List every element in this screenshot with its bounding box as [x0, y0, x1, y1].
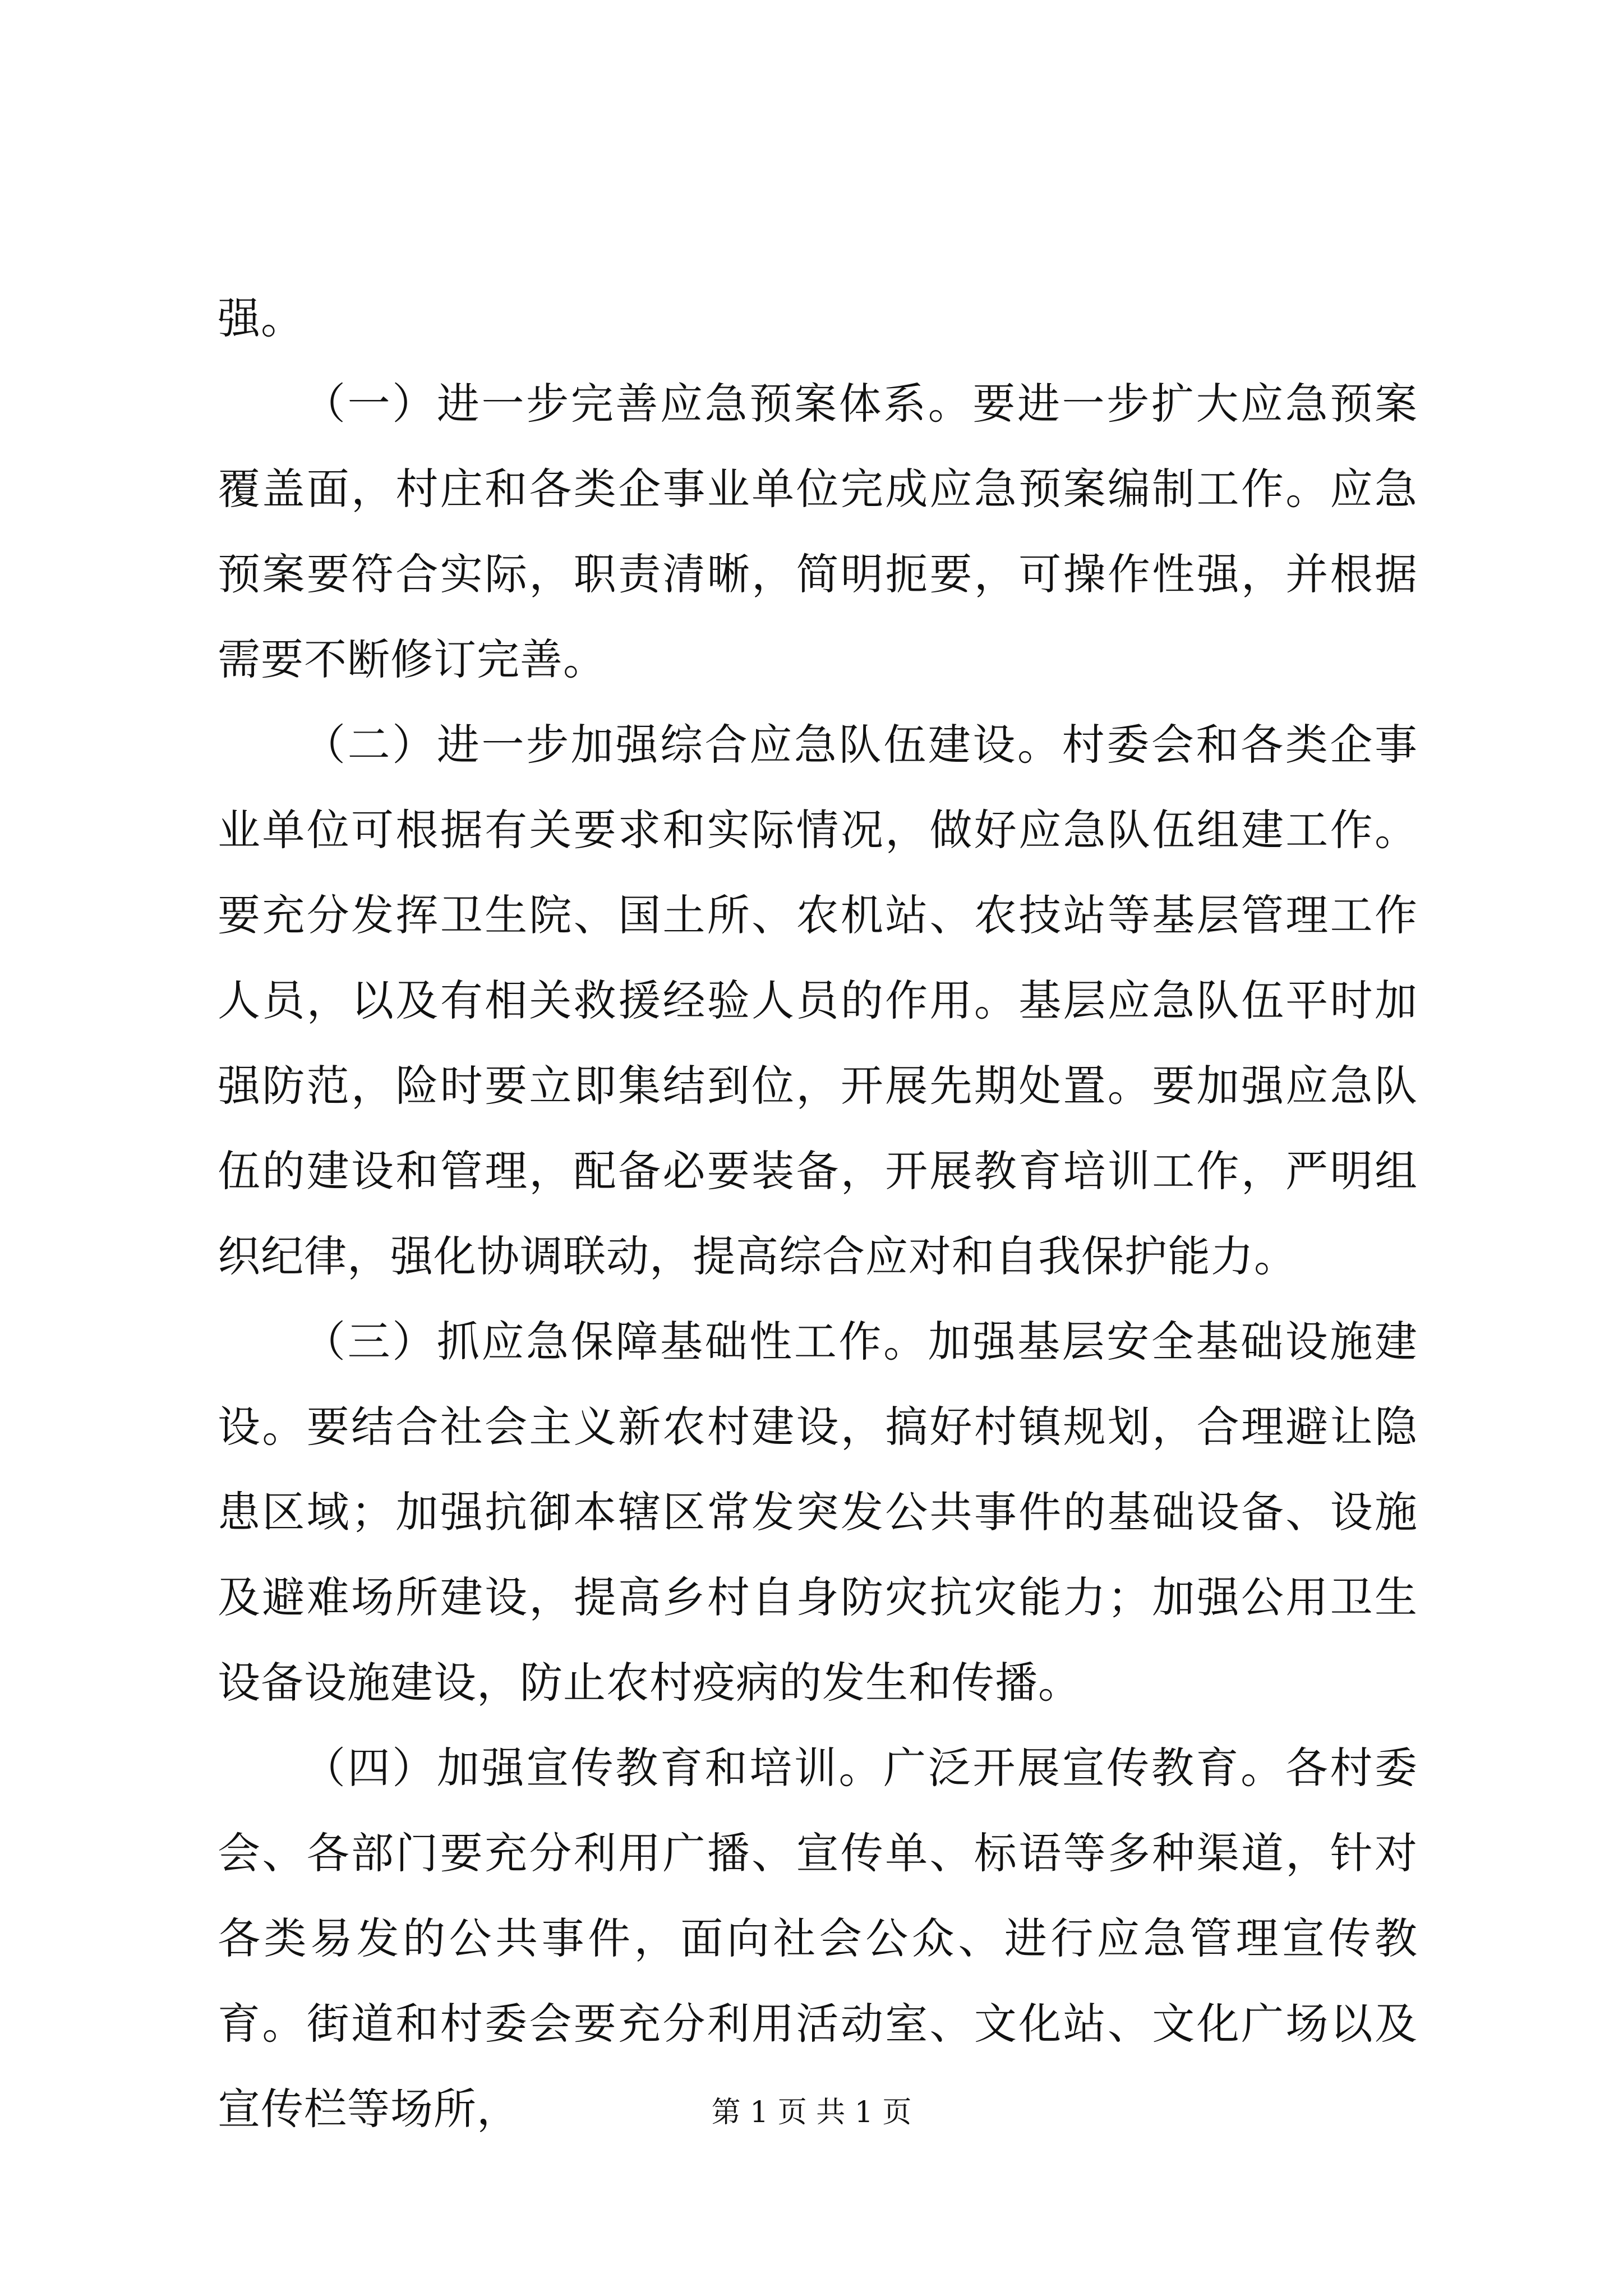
paragraph-emergency-support: （三）抓应急保障基础性工作。加强基层安全基础设施建设。要结合社会主义新农村建设，搞好村镇规划，合理避让隐患区域；加强抗御本辖区常发突发公共事件的基础设备、设施及避难场所建设，提高乡村自身防灾抗灾能力；加强公用卫生设备设施建设，防止农村疫病的发生和传播。 — [218, 1317, 1418, 1708]
page-footer: 第 1 页 共 1 页 — [711, 2096, 912, 2129]
paragraph-publicity-training: （四）加强宣传教育和培训。广泛开展宣传教育。各村委会、各部门要充分利用广播、宣传单、标语等多种渠道，针对各类易发的公共事件，面向社会公众、进行应急管理宣传教育。街道和村委会要充分利用活动室、文化站、文化广场以及宣传栏等场所， — [218, 1743, 1418, 2134]
paragraph-continuation: 强。 — [218, 293, 304, 343]
document-body — [218, 276, 1418, 2152]
paragraph-emergency-plan: （一）进一步完善应急预案体系。要进一步扩大应急预案覆盖面，村庄和各类企事业单位完成应急预案编制工作。应急预案要符合实际，职责清晰，简明扼要，可操作性强，并根据需要不断修订完善。 — [218, 379, 1418, 684]
paragraph-emergency-team: （二）进一步加强综合应急队伍建设。村委会和各类企事业单位可根据有关要求和实际情况，做好应急队伍组建工作。要充分发挥卫生院、国土所、农机站、农技站等基层管理工作人员，以及有相关救援经验人员的作用。基层应急队伍平时加强防范，险时要立即集结到位，开展先期处置。要加强应急队伍的建设和管理，配备必要装备，开展教育培训工作，严明组织纪律，强化协调联动，提高综合应对和自我保护能力。 — [218, 720, 1418, 1281]
